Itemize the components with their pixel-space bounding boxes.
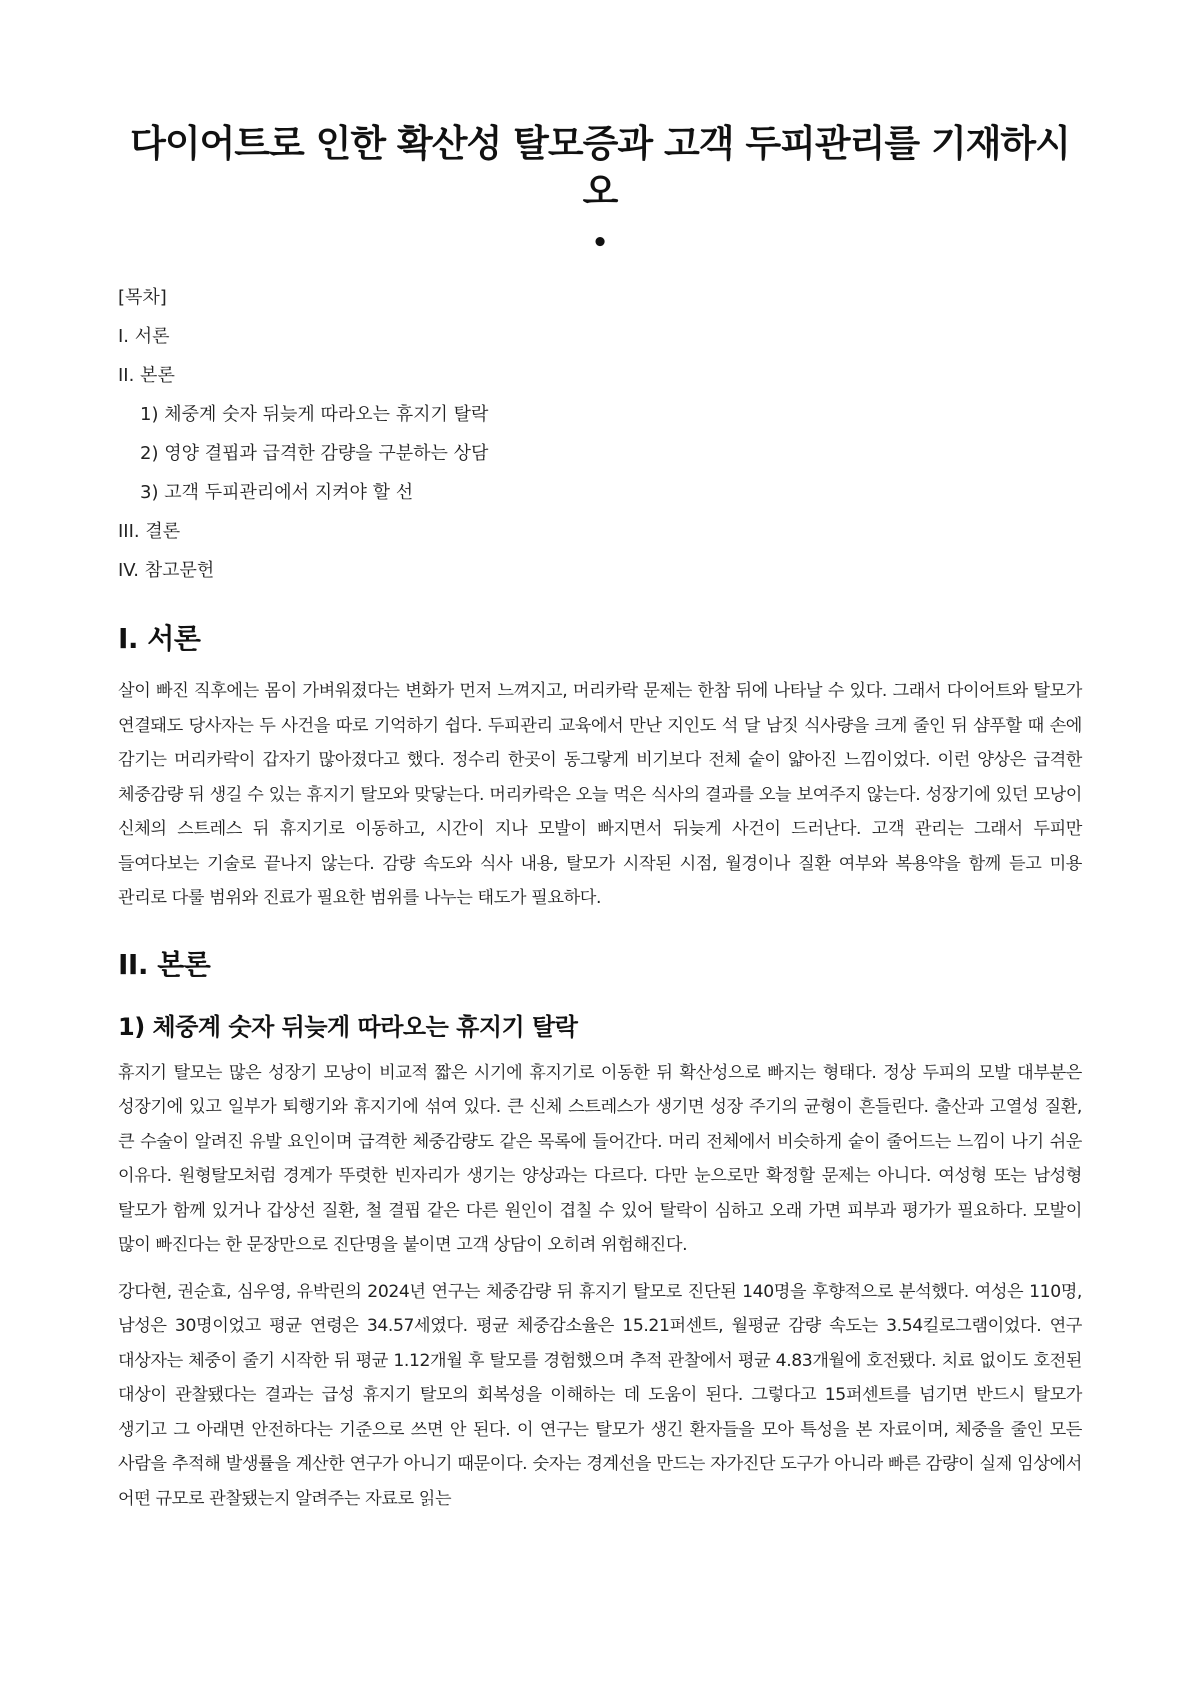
toc-item: II. 본론: [118, 365, 175, 386]
document-title: 다이어트로 인한 확산성 탈모증과 고객 두피관리를 기재하시오: [130, 122, 1070, 213]
intro-paragraph: 살이 빠진 직후에는 몸이 가벼워졌다는 변화가 먼저 느껴지고, 머리카락 문제는 한참 뒤에 나타날 수 있다. 그래서 다이어트와 탈모가 연결돼도 당사자는 두 사건을 따로 기억하기 쉽다. 두피관리 교육에서 만난 지인도 석 달 남짓 식사량을 크게 줄인 뒤 샴푸할 때 손에 감기는 머리카락이 갑자기 많아졌다고 했다. 정수리 한곳이 동그랗게 비기보다 전체 숱이 얇아진 느낌이었다. 이런 양상은 급격한 체중감량 뒤 생길 수 있는 휴지기 탈모와 맞닿는다. 머리카락은 오늘 먹은 식사의 결과를 오늘 보여주지 않는다. 성장기에 있던 모낭이 신체의 스트레스 뒤 휴지기로 이동하고, 시간이 지나 모발이 빠지면서 뒤늦게 사건이 드러난다. 고객 관리는 그래서 두피만 들여다보는 기술로 끝나지 않는다. 감량 속도와 식사 내용, 탈모가 시작된 시점, 월경이나 질환 여부와 복용약을 함께 듣고 미용 관리로 다룰 범위와 진료가 필요한 범위를 나누는 태도가 필요하다.: [118, 681, 1082, 908]
document-page: [118, 0, 1082, 1528]
toc-heading: [목차]: [118, 287, 167, 308]
toc-item: I. 서론: [118, 326, 170, 347]
table-of-contents: [118, 278, 1082, 590]
title-bullet: •: [591, 228, 609, 258]
subsection-heading-1: 1) 체중계 숫자 뒤늦게 따라오는 휴지기 탈락: [118, 1012, 578, 1041]
body-paragraph: 휴지기 탈모는 많은 성장기 모낭이 비교적 짧은 시기에 휴지기로 이동한 뒤 확산성으로 빠지는 형태다. 정상 두피의 모발 대부분은 성장기에 있고 일부가 퇴행기와 휴지기에 섞여 있다. 큰 신체 스트레스가 생기면 성장 주기의 균형이 흔들린다. 출산과 고열성 질환, 큰 수술이 알려진 유발 요인이며 급격한 체중감량도 같은 목록에 들어간다. 머리 전체에서 비슷하게 숱이 줄어드는 느낌이 나기 쉬운 이유다. 원형탈모처럼 경계가 뚜렷한 빈자리가 생기는 양상과는 다르다. 다만 눈으로만 확정할 문제는 아니다. 여성형 또는 남성형 탈모가 함께 있거나 갑상선 질환, 철 결핍 같은 다른 원인이 겹칠 수 있어 탈락이 심하고 오래 가면 피부과 평가가 필요하다. 모발이 많이 빠진다는 한 문장만으로 진단명을 붙이면 고객 상담이 오히려 위험해진다.: [118, 1062, 1082, 1255]
section-heading-intro: I. 서론: [118, 622, 201, 655]
toc-item: IV. 참고문헌: [118, 560, 215, 581]
toc-subitem: 3) 고객 두피관리에서 지켜야 할 선: [140, 482, 414, 503]
section-heading-body: II. 본론: [118, 947, 211, 981]
toc-item: III. 결론: [118, 521, 181, 542]
toc-subitem: 1) 체중계 숫자 뒤늦게 따라오는 휴지기 탈락: [140, 404, 489, 425]
body-paragraph: 강다현, 권순효, 심우영, 유박린의 2024년 연구는 체중감량 뒤 휴지기 탈모로 진단된 140명을 후향적으로 분석했다. 여성은 110명, 남성은 30명이었고 평균 연령은 34.57세였다. 평균 체중감소율은 15.21퍼센트, 월평균 감량 속도는 3.54킬로그램이었다. 연구 대상자는 체중이 줄기 시작한 뒤 평균 1.12개월 후 탈모를 경험했으며 추적 관찰에서 평균 4.83개월에 호전됐다. 치료 없이도 호전된 대상이 관찰됐다는 결과는 급성 휴지기 탈모의 회복성을 이해하는 데 도움이 된다. 그렇다고 15퍼센트를 넘기면 반드시 탈모가 생기고 그 아래면 안전하다는 기준으로 쓰면 안 된다. 이 연구는 탈모가 생긴 환자들을 모아 특성을 본 자료이며, 체중을 줄인 모든 사람을 추적해 발생률을 계산한 연구가 아니기 때문이다. 숫자는 경계선을 만드는 자가진단 도구가 아니라 빠른 감량이 실제 임상에서 어떤 규모로 관찰됐는지 알려주는 자료로 읽는: [118, 1281, 1082, 1509]
toc-subitem: 2) 영양 결핍과 급격한 감량을 구분하는 상담: [140, 443, 489, 464]
